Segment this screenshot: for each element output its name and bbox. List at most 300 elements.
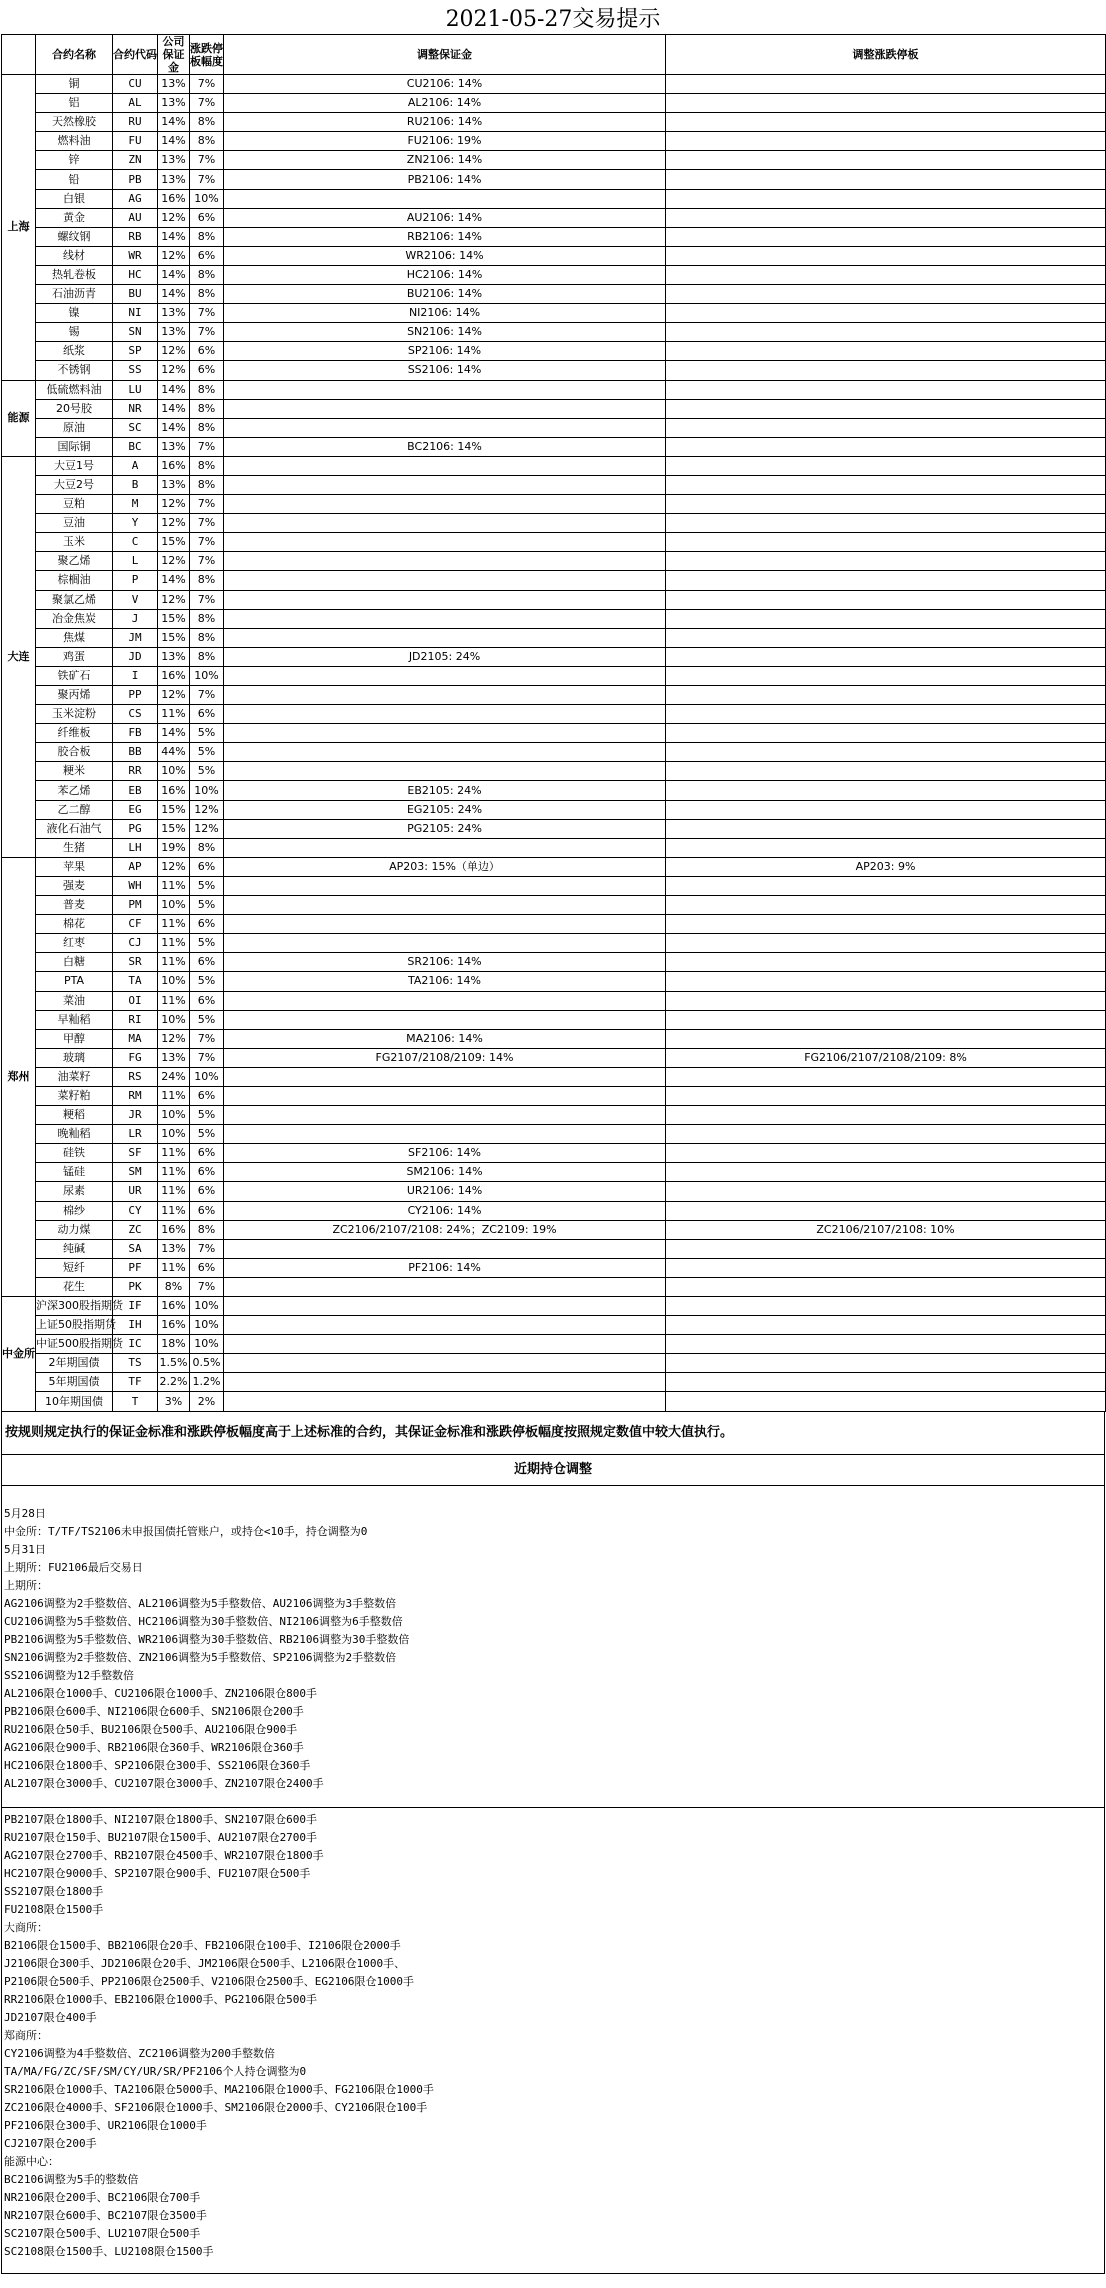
- contract-code: JD: [113, 647, 158, 666]
- adjusted-margin: [224, 666, 666, 685]
- notes-list-2: [4, 1811, 1104, 2261]
- adjusted-margin: NI2106: 14%: [224, 304, 666, 323]
- adjusted-margin: [224, 1067, 666, 1086]
- contract-code: AP: [113, 857, 158, 876]
- price-limit: 8%: [190, 285, 224, 304]
- note-line: AG2106调整为2手整数倍、AL2106调整为5手整数倍、AU2106调整为3手整数倍: [4, 1596, 397, 1610]
- price-limit: 6%: [190, 705, 224, 724]
- contract-name: 热轧卷板: [36, 265, 113, 284]
- contract-name: 纯碱: [36, 1239, 113, 1258]
- contract-name: 菜籽粕: [36, 1086, 113, 1105]
- contract-code: SF: [113, 1144, 158, 1163]
- company-margin: 13%: [158, 475, 190, 494]
- table-row: [2, 1125, 1106, 1144]
- price-limit: 7%: [190, 170, 224, 189]
- adjusted-limit: [666, 380, 1106, 399]
- adjusted-limit: FG2106/2107/2108/2109: 8%: [666, 1048, 1106, 1067]
- note-line: CY2106调整为4手整数倍、ZC2106调整为200手整数倍: [4, 2046, 275, 2060]
- contract-code: BC: [113, 437, 158, 456]
- price-limit: 5%: [190, 876, 224, 895]
- company-margin: 12%: [158, 342, 190, 361]
- contract-code: SP: [113, 342, 158, 361]
- note-line: SR2106限仓1000手、TA2106限仓5000手、MA2106限仓1000手、FG2106限仓1000手: [4, 2082, 434, 2096]
- contract-code: RB: [113, 227, 158, 246]
- note-line: FU2108限仓1500手: [4, 1902, 104, 1916]
- contract-name: 乙二醇: [36, 800, 113, 819]
- adjusted-limit: [666, 1163, 1106, 1182]
- adjusted-margin: SM2106: 14%: [224, 1163, 666, 1182]
- adjusted-limit: [666, 800, 1106, 819]
- contract-name: 锌: [36, 151, 113, 170]
- contract-code: PM: [113, 896, 158, 915]
- adjusted-margin: [224, 686, 666, 705]
- adjusted-limit: [666, 1201, 1106, 1220]
- contract-code: CU: [113, 75, 158, 94]
- contract-name: 玻璃: [36, 1048, 113, 1067]
- price-limit: 5%: [190, 1106, 224, 1125]
- contract-name: 焦煤: [36, 628, 113, 647]
- price-limit: 5%: [190, 762, 224, 781]
- note-line: TA/MA/FG/ZC/SF/SM/CY/UR/SR/PF2106个人持仓调整为0: [4, 2064, 307, 2078]
- price-limit: 8%: [190, 418, 224, 437]
- adjusted-limit: [666, 1029, 1106, 1048]
- contract-name: 聚氯乙烯: [36, 590, 113, 609]
- note-line: HC2107限仓9000手、SP2107限仓900手、FU2107限仓500手: [4, 1866, 311, 1880]
- adjusted-margin: [224, 1335, 666, 1354]
- header-price-limit: 涨跌停板幅度: [190, 35, 224, 75]
- price-limit: 5%: [190, 724, 224, 743]
- contract-name: 棕榈油: [36, 571, 113, 590]
- price-limit: 8%: [190, 399, 224, 418]
- table-row: [2, 1335, 1106, 1354]
- company-margin: 24%: [158, 1067, 190, 1086]
- contract-code: NI: [113, 304, 158, 323]
- price-limit: 10%: [190, 781, 224, 800]
- adjusted-limit: [666, 934, 1106, 953]
- contract-code: Y: [113, 514, 158, 533]
- adjusted-limit: [666, 418, 1106, 437]
- contract-code: WH: [113, 876, 158, 895]
- adjusted-margin: [224, 1125, 666, 1144]
- contract-code: TS: [113, 1354, 158, 1373]
- adjusted-limit: [666, 475, 1106, 494]
- adjusted-margin: [224, 189, 666, 208]
- price-limit: 7%: [190, 686, 224, 705]
- company-margin: 12%: [158, 208, 190, 227]
- contract-name: 菜油: [36, 991, 113, 1010]
- adjusted-margin: CY2106: 14%: [224, 1201, 666, 1220]
- contract-code: NR: [113, 399, 158, 418]
- price-limit: 5%: [190, 743, 224, 762]
- adjusted-limit: [666, 342, 1106, 361]
- adjusted-limit: [666, 724, 1106, 743]
- contract-name: 冶金焦炭: [36, 609, 113, 628]
- contract-name: 10年期国债: [36, 1392, 113, 1411]
- contract-name: 铜: [36, 75, 113, 94]
- price-limit: 5%: [190, 934, 224, 953]
- price-limit: 6%: [190, 915, 224, 934]
- adjusted-margin: PF2106: 14%: [224, 1258, 666, 1277]
- contract-code: LR: [113, 1125, 158, 1144]
- company-margin: 44%: [158, 743, 190, 762]
- contract-name: 强麦: [36, 876, 113, 895]
- adjusted-margin: EB2105: 24%: [224, 781, 666, 800]
- note-line: RU2107限仓150手、BU2107限仓1500手、AU2107限仓2700手: [4, 1830, 318, 1844]
- price-limit: 8%: [190, 628, 224, 647]
- price-limit: 8%: [190, 838, 224, 857]
- adjusted-margin: MA2106: 14%: [224, 1029, 666, 1048]
- company-margin: 14%: [158, 132, 190, 151]
- note-line: PB2106调整为5手整数倍、WR2106调整为30手整数倍、RB2106调整为30手整数倍: [4, 1632, 410, 1646]
- price-limit: 1.2%: [190, 1373, 224, 1392]
- note-line: RU2106限仓50手、BU2106限仓500手、AU2106限仓900手: [4, 1722, 298, 1736]
- adjusted-margin: WR2106: 14%: [224, 246, 666, 265]
- note-line: SN2106调整为2手整数倍、ZN2106调整为5手整数倍、SP2106调整为2手整数倍: [4, 1650, 397, 1664]
- contract-name: 苯乙烯: [36, 781, 113, 800]
- table-row: [2, 285, 1106, 304]
- note-line: RR2106限仓1000手、EB2106限仓1000手、PG2106限仓500手: [4, 1992, 318, 2006]
- company-margin: 12%: [158, 552, 190, 571]
- price-limit: 7%: [190, 552, 224, 571]
- adjusted-margin: RB2106: 14%: [224, 227, 666, 246]
- price-limit: 7%: [190, 94, 224, 113]
- contract-name: 20号胶: [36, 399, 113, 418]
- adjusted-margin: ZC2106/2107/2108: 24%；ZC2109: 19%: [224, 1220, 666, 1239]
- adjusted-margin: [224, 514, 666, 533]
- adjusted-limit: [666, 1125, 1106, 1144]
- table-row: [2, 208, 1106, 227]
- contract-name: 豆油: [36, 514, 113, 533]
- company-margin: 16%: [158, 666, 190, 685]
- adjusted-margin: [224, 896, 666, 915]
- table-row: [2, 113, 1106, 132]
- contract-code: AG: [113, 189, 158, 208]
- adjusted-limit: ZC2106/2107/2108: 10%: [666, 1220, 1106, 1239]
- contract-code: IH: [113, 1316, 158, 1335]
- contract-code: SS: [113, 361, 158, 380]
- section-title: 近期持仓调整: [1, 1455, 1105, 1486]
- adjusted-limit: [666, 705, 1106, 724]
- contract-name: 棉纱: [36, 1201, 113, 1220]
- table-row: [2, 170, 1106, 189]
- note-line: HC2106限仓1800手、SP2106限仓300手、SS2106限仓360手: [4, 1758, 311, 1772]
- contract-code: TA: [113, 972, 158, 991]
- price-limit: 6%: [190, 1258, 224, 1277]
- table-row: [2, 934, 1106, 953]
- price-limit: 10%: [190, 1297, 224, 1316]
- company-margin: 11%: [158, 991, 190, 1010]
- note-line: AG2106限仓900手、RB2106限仓360手、WR2106限仓360手: [4, 1740, 304, 1754]
- adjusted-limit: [666, 1335, 1106, 1354]
- adjusted-limit: [666, 743, 1106, 762]
- company-margin: 13%: [158, 437, 190, 456]
- table-row: [2, 1220, 1106, 1239]
- price-limit: 6%: [190, 361, 224, 380]
- adjusted-margin: [224, 1373, 666, 1392]
- table-row: [2, 265, 1106, 284]
- contract-code: PF: [113, 1258, 158, 1277]
- note-line: SS2107限仓1800手: [4, 1884, 104, 1898]
- notes-list-1: [4, 1505, 1104, 1793]
- adjusted-limit: [666, 94, 1106, 113]
- contract-code: UR: [113, 1182, 158, 1201]
- table-row: [2, 1239, 1106, 1258]
- adjusted-limit: [666, 437, 1106, 456]
- table-row: [2, 991, 1106, 1010]
- company-margin: 2.2%: [158, 1373, 190, 1392]
- table-row: [2, 1106, 1106, 1125]
- contract-code: LU: [113, 380, 158, 399]
- price-limit: 8%: [190, 647, 224, 666]
- company-margin: 13%: [158, 323, 190, 342]
- adjusted-margin: TA2106: 14%: [224, 972, 666, 991]
- adjusted-limit: [666, 132, 1106, 151]
- adjusted-limit: [666, 1258, 1106, 1277]
- company-margin: 11%: [158, 1182, 190, 1201]
- contract-name: 早籼稻: [36, 1010, 113, 1029]
- table-row: [2, 1163, 1106, 1182]
- note-line: SC2108限仓1500手、LU2108限仓1500手: [4, 2244, 214, 2258]
- contract-name: 聚乙烯: [36, 552, 113, 571]
- contract-name: 纤维板: [36, 724, 113, 743]
- note-line: AG2107限仓2700手、RB2107限仓4500手、WR2107限仓1800手: [4, 1848, 324, 1862]
- table-row: [2, 609, 1106, 628]
- company-margin: 14%: [158, 265, 190, 284]
- adjusted-limit: [666, 1010, 1106, 1029]
- adjusted-limit: [666, 1067, 1106, 1086]
- adjusted-margin: UR2106: 14%: [224, 1182, 666, 1201]
- adjusted-margin: FG2107/2108/2109: 14%: [224, 1048, 666, 1067]
- note-line: NR2106限仓200手、BC2106限仓700手: [4, 2190, 201, 2204]
- company-margin: 10%: [158, 1125, 190, 1144]
- table-row: [2, 1201, 1106, 1220]
- price-limit: 6%: [190, 857, 224, 876]
- adjusted-limit: [666, 972, 1106, 991]
- contract-name: 锡: [36, 323, 113, 342]
- adjusted-margin: JD2105: 24%: [224, 647, 666, 666]
- contract-name: 铁矿石: [36, 666, 113, 685]
- price-limit: 7%: [190, 1277, 224, 1296]
- adjusted-margin: [224, 590, 666, 609]
- note-line: 上期所：FU2106最后交易日: [4, 1560, 143, 1574]
- adjusted-limit: [666, 75, 1106, 94]
- contract-name: 石油沥青: [36, 285, 113, 304]
- price-limit: 8%: [190, 380, 224, 399]
- note-line: 大商所：: [4, 1920, 48, 1934]
- contract-name: 棉花: [36, 915, 113, 934]
- company-margin: 16%: [158, 456, 190, 475]
- contract-name: 白银: [36, 189, 113, 208]
- position-adjust-block-1: [1, 1486, 1105, 1808]
- adjusted-margin: [224, 1277, 666, 1296]
- company-margin: 11%: [158, 705, 190, 724]
- contract-name: 中证500股指期货: [36, 1335, 113, 1354]
- table-row: [2, 1373, 1106, 1392]
- adjusted-limit: [666, 647, 1106, 666]
- price-limit: 7%: [190, 495, 224, 514]
- price-limit: 5%: [190, 1010, 224, 1029]
- contract-name: 低硫燃料油: [36, 380, 113, 399]
- price-limit: 8%: [190, 113, 224, 132]
- price-limit: 7%: [190, 1029, 224, 1048]
- price-limit: 7%: [190, 590, 224, 609]
- price-limit: 6%: [190, 991, 224, 1010]
- contract-code: TF: [113, 1373, 158, 1392]
- company-margin: 11%: [158, 1144, 190, 1163]
- contract-code: AU: [113, 208, 158, 227]
- price-limit: 5%: [190, 1125, 224, 1144]
- adjusted-margin: [224, 762, 666, 781]
- adjusted-margin: CU2106: 14%: [224, 75, 666, 94]
- adjusted-limit: [666, 1239, 1106, 1258]
- adjusted-limit: [666, 399, 1106, 418]
- company-margin: 12%: [158, 246, 190, 265]
- company-margin: 13%: [158, 75, 190, 94]
- contract-name: 短纤: [36, 1258, 113, 1277]
- note-line: PB2106限仓600手、NI2106限仓600手、SN2106限仓200手: [4, 1704, 304, 1718]
- contract-name: 锰硅: [36, 1163, 113, 1182]
- header-exchange: [2, 35, 36, 75]
- table-row: [2, 380, 1106, 399]
- table-row: [2, 781, 1106, 800]
- contract-code: SR: [113, 953, 158, 972]
- contract-name: 白糖: [36, 953, 113, 972]
- adjusted-limit: [666, 1297, 1106, 1316]
- contract-code: RS: [113, 1067, 158, 1086]
- contract-code: MA: [113, 1029, 158, 1048]
- contract-code: PB: [113, 170, 158, 189]
- note-line: NR2107限仓600手、BC2107限仓3500手: [4, 2208, 207, 2222]
- price-limit: 5%: [190, 896, 224, 915]
- price-limit: 10%: [190, 1335, 224, 1354]
- table-row: [2, 838, 1106, 857]
- table-row: [2, 533, 1106, 552]
- company-margin: 11%: [158, 1086, 190, 1105]
- adjusted-limit: [666, 1277, 1106, 1296]
- table-row: [2, 590, 1106, 609]
- price-limit: 6%: [190, 342, 224, 361]
- contract-code: CF: [113, 915, 158, 934]
- contract-name: 铝: [36, 94, 113, 113]
- contract-code: M: [113, 495, 158, 514]
- adjusted-margin: BU2106: 14%: [224, 285, 666, 304]
- note-line: ZC2106限仓4000手、SF2106限仓1000手、SM2106限仓2000手、CY2106限仓100手: [4, 2100, 428, 2114]
- price-limit: 10%: [190, 1316, 224, 1335]
- adjusted-limit: [666, 227, 1106, 246]
- contract-name: 沪深300股指期货: [36, 1297, 113, 1316]
- adjusted-margin: SS2106: 14%: [224, 361, 666, 380]
- adjusted-limit: [666, 151, 1106, 170]
- contract-name: 油菜籽: [36, 1067, 113, 1086]
- company-margin: 11%: [158, 1258, 190, 1277]
- table-row: [2, 1086, 1106, 1105]
- table-row: [2, 514, 1106, 533]
- table-row: [2, 552, 1106, 571]
- adjusted-margin: HC2106: 14%: [224, 265, 666, 284]
- table-row: [2, 1067, 1106, 1086]
- adjusted-limit: [666, 915, 1106, 934]
- price-limit: 7%: [190, 533, 224, 552]
- note-line: P2106限仓500手、PP2106限仓2500手、V2106限仓2500手、EG2106限仓1000手: [4, 1974, 415, 1988]
- adjusted-margin: [224, 1239, 666, 1258]
- price-limit: 6%: [190, 208, 224, 227]
- table-row: [2, 475, 1106, 494]
- contract-code: FB: [113, 724, 158, 743]
- table-row: [2, 456, 1106, 475]
- adjusted-margin: [224, 1086, 666, 1105]
- table-row: [2, 1029, 1106, 1048]
- contract-name: 纸浆: [36, 342, 113, 361]
- table-row: [2, 495, 1106, 514]
- contract-code: J: [113, 609, 158, 628]
- contract-code: AL: [113, 94, 158, 113]
- price-limit: 6%: [190, 1086, 224, 1105]
- company-margin: 13%: [158, 170, 190, 189]
- contract-name: 苹果: [36, 857, 113, 876]
- price-limit: 7%: [190, 437, 224, 456]
- adjusted-limit: [666, 781, 1106, 800]
- company-margin: 1.5%: [158, 1354, 190, 1373]
- company-margin: 12%: [158, 361, 190, 380]
- adjusted-margin: SR2106: 14%: [224, 953, 666, 972]
- adjusted-margin: EG2105: 24%: [224, 800, 666, 819]
- contract-code: B: [113, 475, 158, 494]
- table-row: [2, 1277, 1106, 1296]
- table-row: [2, 666, 1106, 685]
- trading-notice-document: [1, 0, 1105, 2274]
- exchange-label: 中金所: [2, 1297, 36, 1412]
- price-limit: 0.5%: [190, 1354, 224, 1373]
- table-row: [2, 571, 1106, 590]
- note-line: PF2106限仓300手、UR2106限仓1000手: [4, 2118, 207, 2132]
- price-limit: 6%: [190, 246, 224, 265]
- contract-code: PG: [113, 819, 158, 838]
- company-margin: 14%: [158, 571, 190, 590]
- adjusted-limit: [666, 304, 1106, 323]
- company-margin: 10%: [158, 1010, 190, 1029]
- price-limit: 7%: [190, 304, 224, 323]
- contract-code: A: [113, 456, 158, 475]
- contract-name: 胶合板: [36, 743, 113, 762]
- contract-name: 燃料油: [36, 132, 113, 151]
- contract-name: 红枣: [36, 934, 113, 953]
- contract-name: 铅: [36, 170, 113, 189]
- contract-name: 天然橡胶: [36, 113, 113, 132]
- company-margin: 13%: [158, 94, 190, 113]
- contract-name: 动力煤: [36, 1220, 113, 1239]
- adjusted-margin: BC2106: 14%: [224, 437, 666, 456]
- price-limit: 8%: [190, 227, 224, 246]
- note-line: BC2106调整为5手的整数倍: [4, 2172, 139, 2186]
- contract-code: OI: [113, 991, 158, 1010]
- company-margin: 10%: [158, 896, 190, 915]
- adjusted-limit: [666, 991, 1106, 1010]
- adjusted-limit: [666, 265, 1106, 284]
- contract-name: 螺纹钢: [36, 227, 113, 246]
- price-limit: 7%: [190, 1239, 224, 1258]
- margin-table: [1, 34, 1106, 1412]
- note-line: AL2106限仓1000手、CU2106限仓1000手、ZN2106限仓800手: [4, 1686, 318, 1700]
- contract-name: 大豆2号: [36, 475, 113, 494]
- contract-code: CJ: [113, 934, 158, 953]
- table-row: [2, 743, 1106, 762]
- adjusted-limit: [666, 590, 1106, 609]
- note-line: CU2106调整为5手整数倍、HC2106调整为30手整数倍、NI2106调整为6手整数倍: [4, 1614, 403, 1628]
- adjusted-margin: AL2106: 14%: [224, 94, 666, 113]
- adjusted-margin: [224, 495, 666, 514]
- price-limit: 8%: [190, 571, 224, 590]
- company-margin: 16%: [158, 781, 190, 800]
